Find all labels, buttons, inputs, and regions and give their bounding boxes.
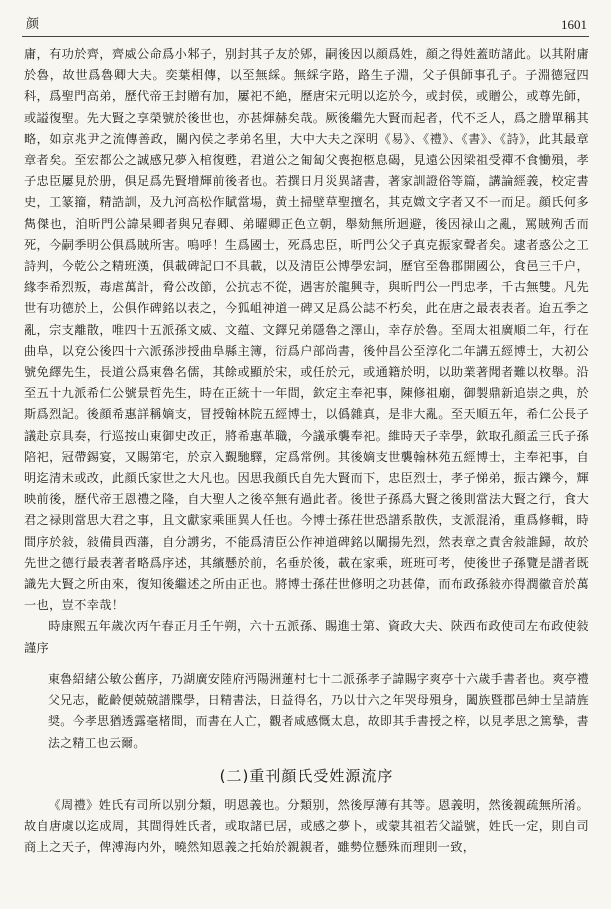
- section-paragraph: 《周禮》姓氏有司所以别分類，明恩義也。分類别，然後厚薄有其等。恩義明，然後親疏無所淆。故自唐虞以迄成周，其間得姓氏者，或取諸已居，或感之夢卜，或蒙其祖若父謚號，姓氏一定，則自司商上之天子，俾溥海内外，曉然知恩義之托始於親親者，雖勢位懸殊而理則一致，: [24, 797, 589, 855]
- page-number: 1601: [561, 17, 587, 32]
- running-title: 颜: [26, 17, 40, 32]
- page-body: [24, 44, 589, 901]
- preface-signature: 時康熙五年歲次丙午春正月壬午朔，六十五派孫、賜進士第、資政大夫、陝西布政使司左布政使敍謹序: [24, 619, 589, 655]
- section-heading: (二)重刊顔氏受姓源流序: [219, 766, 394, 785]
- block-quote: 東魯紹緒公敏公舊序，乃湖廣安陸府沔陽洲蓮村七十二派孫孝子諱賜字爽亭十六歲手書者也。爽亭禮父兄志，齕齡便兢兢譜牒學，日精書法，日益得名，乃以廿六之年哭母殞身，闔族暨郡邑紳士呈請旌奨。今孝思猶透露毫楮間，而書在人亡，觀者咸感慨太息，故即其手書授之梓，以見孝思之篤摯，書法之精工也云爾。: [48, 671, 589, 750]
- page-header: [22, 14, 589, 37]
- preface-paragraph: 庸，有功於齊，齊威公命爲小邾子，别封其子友於郳，嗣後因以顔爲姓，顔之得姓蓋昉諸此。以其附庸於魯，故世爲魯卿大夫。奕葉相傳，以至無綵。無綵字路，路生子淵，父子俱師事孔子。子淵德冠四科，爲聖門高弟，歷代帝王封贈有加，屢祀不絶，歷唐宋元明以迄於今，或封侯，或贈公，或尊先師，或謚復聖。先大賢之享榮號於後世也，亦甚煇赫矣哉。厥後繼先大賢而起者，代不乏人，爲之謄單稱其略，如京兆尹之流傳善政，關內侯之孝弟名里，大中大夫之深明《易》、《禮》、《書》、《詩》，此其最章章者矣。至宏都公之誠感兄夢入棺復甦，君道公之匍匐父喪抱柩息碣，見遠公因梁祖受禪不食慟殞，孝子忠臣屢見於册，俱足爲先賢增輝前後者也。若撰日月災異諸書，著家訓證俗等篇，講論經義，校定書史，工篆籀，精誥訓，及九河高松作賦當場，黄土掃壁草聖擅名，其克媺文字者又不一而足。顔氏何多雋傑也，洎昕門公諱杲卿者與兄春卿、弟曜卿正色立朝，舉劾無所迴避，後因禄山之亂，罵賊殉舌而死，今嗣季明公俱爲賊所害。嗚呼！生爲國士，死爲忠臣，昕門公父子真克振家聲者矣。逮者惑公之工詩判，今乾公之精班漢，俱載碑記口不具載，以及清臣公博學宏詞，歷官至魯郡開國公，食邑三千户，緣李希烈叛，毒虐萬計，脅公改節，公抗志不從，遇害於龍興寺，與昕門公一門忠孝，千古無雙。凡先世有功德於上，公俱作碑銘以表之，今狐岨神道一碑又足爲公誌不朽矣，此在唐之最表表者。迨五季之亂，宗支離散，唯四十五派孫文威、文蕴、文鐸兄弟隱魯之澤山，幸存於魯。至周太祖廣順二年，行在曲阜，以兗公後四十六派孫涉授曲阜縣主簿，衍爲户部尚書，後仲昌公至淳化二年講五經博士，大初公號免繹先生，長道公爲東魯名儒，其餘或顯於宋，或任於元，或通籍於明，以助業著聞者難以枚舉。沿至五十九派希仁公號景哲先生，時在正統十一年間，欽定主奉祀事，陳修祖廟，御製鼎新追崇之典，於斯爲烈記。後顔希惠詳稱嫡支，冒授翰林院五經博士，以僞雜真，是非大亂。至天順五年，希仁公長子議赴京具奏，行巡按山東御史改正，將希惠革職，今議承襲奉祀。維時天子幸學，欽取孔顔孟三氏子孫陪祀，冠帶錫宴，又賜第宅，於京入覲馳驛，定爲常例。其後嫡支世襲翰林苑五經博士，主奉祀事，自明迄清未或改，此顔氏家世之大凡也。因思我顔氏自先大賢而下，忠臣烈士，孝子悌弟，振古鑠今，輝映前後，歷代帝王恩禮之隆，自大聖人之後卒無有過此者。後世子孫爲大賢之後則當法大賢之行，食大君之禄則當思大君之事，且文獻家乘匪異人任也。今博士孫茌世恐譜系散佚，支派混淆，重爲修輯，時間序於敍，敍備員西藩，自分謭劣，不能爲清臣公作神道碑銘以闡揚先烈，然表章之責舍敍誰歸，故於先世之德行最表著者略爲序述，其繽懸於前，名垂於後，載在家乘，班班可考，使後世子孫覽是譜者既識先大賢之所由來，復知後繼述之所由正也。將博士孫茌世修明之功甚偉，而布政孫敍亦得潤徽音於萬一也，豈不幸哉！: [24, 47, 589, 613]
